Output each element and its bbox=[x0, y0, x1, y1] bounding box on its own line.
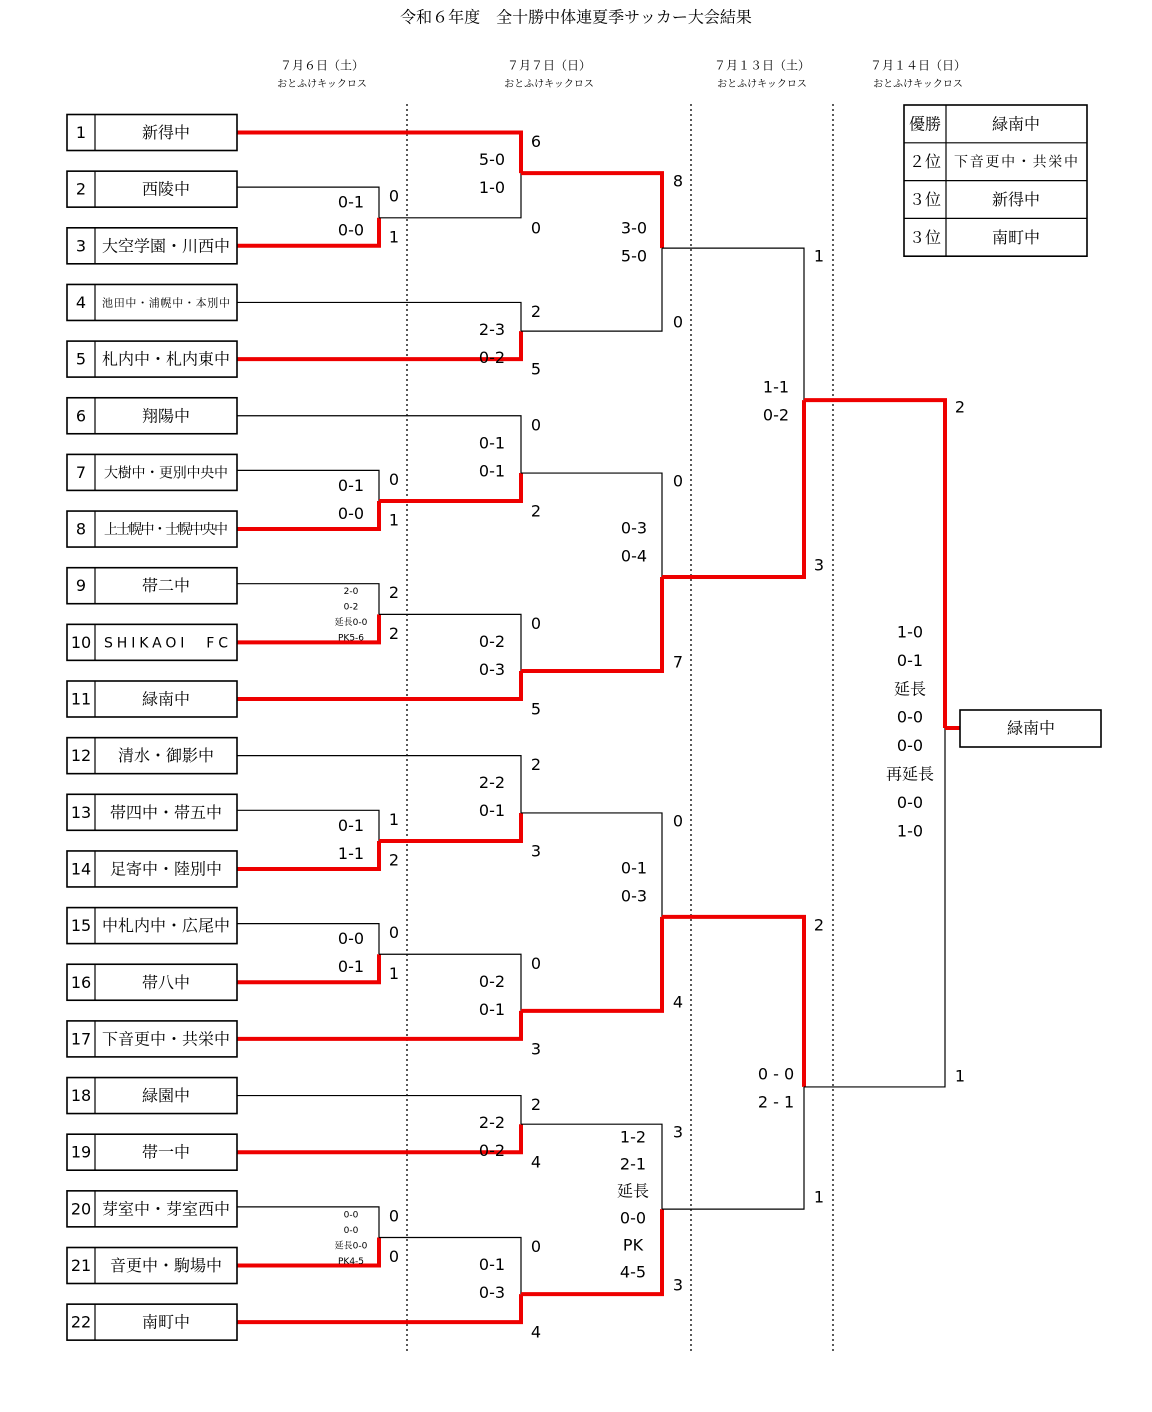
r2-score-bottom: 4 bbox=[530, 1322, 542, 1342]
sf-half-1: 0 - 0 bbox=[757, 1064, 795, 1084]
r2-half-2: 0-1 bbox=[478, 461, 506, 481]
final-detail: 1-0 bbox=[896, 821, 924, 841]
team-name: 札内中・札内東中 bbox=[101, 349, 231, 369]
team-name: SHIKAOI FC bbox=[104, 635, 228, 652]
result-place: 優勝 bbox=[908, 114, 942, 134]
r2-half-2: 0-2 bbox=[478, 1141, 506, 1161]
r1-score-top: 2 bbox=[388, 583, 400, 603]
qf-half-1: 3-0 bbox=[620, 218, 648, 238]
r2-score-bottom: 5 bbox=[530, 359, 542, 379]
result-team: 新得中 bbox=[991, 190, 1041, 209]
r2-score-bottom: 5 bbox=[530, 699, 542, 719]
r1-detail: 2-0 bbox=[343, 587, 359, 598]
round-venue: おとふけキックロス bbox=[277, 79, 367, 90]
result-team: 下音更中・共栄中 bbox=[954, 154, 1078, 171]
r1-detail: 0-0 bbox=[343, 1210, 359, 1221]
team-name: 緑南中 bbox=[141, 689, 191, 709]
qf-score-top: 3 bbox=[672, 1122, 684, 1142]
r1-detail: PK5-6 bbox=[337, 633, 365, 644]
page-title: 令和６年度 全十勝中体連夏季サッカー大会結果 bbox=[400, 7, 752, 27]
result-team: 緑南中 bbox=[991, 114, 1041, 134]
sf-score-top: 2 bbox=[813, 915, 825, 935]
team-number: 21 bbox=[70, 1256, 92, 1275]
qf-score-bottom: 3 bbox=[672, 1275, 684, 1295]
team-number: 2 bbox=[75, 179, 87, 199]
r1-half-1: 0-0 bbox=[337, 929, 365, 949]
r1-score-top: 0 bbox=[388, 469, 400, 489]
r1-score-top: 0 bbox=[388, 186, 400, 206]
team-name: 南町中 bbox=[141, 1312, 191, 1332]
r2-score-top: 0 bbox=[530, 415, 542, 435]
sf-half-2: 2 - 1 bbox=[757, 1092, 795, 1112]
r1-score-top: 1 bbox=[388, 809, 400, 829]
team-number: 8 bbox=[75, 519, 87, 539]
result-place: ３位 bbox=[908, 227, 942, 247]
final-score-bottom: 1 bbox=[954, 1066, 966, 1086]
r2-half-2: 0-3 bbox=[478, 1283, 506, 1302]
sf-score-bottom: 3 bbox=[813, 555, 825, 575]
team-name: 上士幌中・士幌中央中 bbox=[104, 522, 228, 539]
r1-half-2: 0-0 bbox=[337, 503, 365, 523]
qf-score-top: 0 bbox=[672, 471, 684, 491]
round-venue: おとふけキックロス bbox=[504, 79, 594, 90]
r2-half-2: 1-0 bbox=[478, 178, 506, 197]
team-number: 6 bbox=[75, 406, 87, 426]
team-name: 新得中 bbox=[141, 123, 191, 142]
team-number: 7 bbox=[75, 462, 87, 482]
team-number: 3 bbox=[75, 236, 87, 256]
team-name: 西陵中 bbox=[141, 179, 191, 199]
r2-half-1: 0-2 bbox=[478, 971, 506, 991]
team-number: 4 bbox=[75, 292, 87, 312]
r2-half-1: 2-3 bbox=[478, 319, 506, 339]
sf-score-top: 1 bbox=[813, 246, 825, 266]
qf-detail: 0-0 bbox=[619, 1208, 647, 1228]
r2-score-bottom: 2 bbox=[530, 501, 542, 521]
qf-bottom-path bbox=[521, 917, 662, 1011]
round-date: ７月６日（土） bbox=[279, 58, 365, 73]
sf-half-2: 0-2 bbox=[762, 405, 790, 425]
r1-detail: 0-0 bbox=[343, 1225, 359, 1236]
bracket-lines bbox=[237, 133, 960, 1323]
team-name: 帯四中・帯五中 bbox=[109, 802, 223, 822]
team-name: 音更中・駒場中 bbox=[109, 1256, 223, 1275]
r2-half-2: 0-3 bbox=[478, 659, 506, 679]
qf-score-bottom: 7 bbox=[672, 652, 684, 672]
qf-half-1: 0-1 bbox=[620, 858, 648, 878]
r2-half-1: 2-2 bbox=[478, 1113, 506, 1133]
r2-score-top: 2 bbox=[530, 1095, 542, 1115]
qf-bottom-path bbox=[521, 577, 662, 671]
team-name: 帯二中 bbox=[141, 576, 191, 596]
r1-score-bottom: 2 bbox=[388, 850, 400, 870]
result-place: ３位 bbox=[908, 190, 942, 209]
final-detail: 1-0 bbox=[896, 622, 924, 642]
team-number: 17 bbox=[70, 1029, 92, 1049]
team-number: 19 bbox=[70, 1142, 92, 1162]
team-number: 10 bbox=[70, 632, 92, 652]
r1-score-top: 0 bbox=[388, 1206, 400, 1226]
qf-detail: 1-2 bbox=[619, 1127, 647, 1147]
team-number: 5 bbox=[75, 349, 87, 369]
team-number: 16 bbox=[70, 972, 92, 992]
sf-bottom-path bbox=[662, 400, 804, 577]
qf-score-bottom: 4 bbox=[672, 992, 684, 1012]
r2-half-1: 0-1 bbox=[478, 433, 506, 453]
qf-score-top: 0 bbox=[672, 811, 684, 831]
r2-score-top: 0 bbox=[530, 953, 542, 973]
r1-half-2: 0-0 bbox=[337, 220, 365, 240]
r1-score-bottom: 1 bbox=[388, 510, 400, 530]
r1-half-1: 0-1 bbox=[337, 475, 365, 495]
r2-score-bottom: 3 bbox=[530, 841, 542, 861]
r2-score-top: 0 bbox=[530, 613, 542, 633]
team-number: 20 bbox=[70, 1199, 92, 1219]
sf-top-path bbox=[662, 917, 804, 1087]
team-number: 18 bbox=[70, 1086, 92, 1106]
team-name: 清水・御影中 bbox=[117, 746, 215, 766]
team-name: 芽室中・芽室西中 bbox=[101, 1199, 231, 1219]
qf-half-2: 5-0 bbox=[620, 246, 648, 266]
r2-half-1: 2-2 bbox=[478, 773, 506, 793]
qf-half-2: 0-4 bbox=[620, 546, 648, 566]
qf-detail: PK bbox=[622, 1235, 644, 1255]
team-number: 22 bbox=[70, 1312, 92, 1332]
r2-half-2: 0-2 bbox=[478, 347, 506, 367]
team-number: 15 bbox=[70, 916, 92, 936]
r2-score-bottom: 0 bbox=[530, 218, 542, 238]
final-detail: 0-1 bbox=[896, 650, 924, 670]
team-number: 12 bbox=[70, 746, 92, 766]
team-name: 下音更中・共栄中 bbox=[101, 1029, 231, 1049]
team-name: 池田中・浦幌中・本別中 bbox=[102, 296, 230, 310]
r1-score-bottom: 2 bbox=[388, 623, 400, 643]
round-date: ７月１４日（日） bbox=[869, 58, 967, 73]
r1-detail: 延長0-0 bbox=[334, 1241, 368, 1252]
team-number: 9 bbox=[75, 576, 87, 596]
r1-score-top: 0 bbox=[388, 923, 400, 943]
r2-score-bottom: 3 bbox=[530, 1039, 542, 1059]
round-venue: おとふけキックロス bbox=[717, 79, 807, 90]
team-name: 中札内中・広尾中 bbox=[101, 916, 231, 936]
round-venue: おとふけキックロス bbox=[873, 79, 963, 90]
qf-detail: 延長 bbox=[616, 1181, 650, 1201]
result-place: ２位 bbox=[908, 152, 942, 172]
team-name: 足寄中・陸別中 bbox=[109, 859, 223, 879]
r1-half-2: 1-1 bbox=[337, 843, 365, 863]
team-name: 大空学園・川西中 bbox=[101, 236, 231, 256]
team-name: 翔陽中 bbox=[141, 406, 191, 426]
r2-half-1: 0-1 bbox=[478, 1255, 506, 1274]
r2-score-bottom: 4 bbox=[530, 1152, 542, 1172]
r1-half-1: 0-1 bbox=[337, 815, 365, 835]
champion-name: 緑南中 bbox=[1006, 718, 1056, 738]
team-number: 11 bbox=[70, 689, 92, 709]
r2-score-top: 2 bbox=[530, 755, 542, 775]
team-name: 緑園中 bbox=[141, 1086, 191, 1106]
r2-half-2: 0-1 bbox=[478, 801, 506, 821]
final-detail: 0-0 bbox=[896, 792, 924, 812]
qf-detail: 2-1 bbox=[619, 1154, 647, 1174]
team-name: 帯八中 bbox=[141, 972, 191, 992]
r1-half-2: 0-1 bbox=[337, 957, 365, 977]
r2-half-1: 5-0 bbox=[478, 150, 506, 169]
r2-half-1: 0-2 bbox=[478, 631, 506, 651]
sf-half-1: 1-1 bbox=[762, 377, 790, 397]
qf-score-top: 8 bbox=[672, 171, 684, 191]
qf-half-1: 0-3 bbox=[620, 518, 648, 538]
r1-half-1: 0-1 bbox=[337, 192, 365, 212]
r1-detail: 延長0-0 bbox=[334, 618, 368, 629]
round-date: ７月１３日（土） bbox=[713, 58, 811, 73]
team-name: 大樹中・更別中央中 bbox=[104, 465, 228, 482]
r2-score-top: 0 bbox=[530, 1237, 542, 1256]
r1-detail: PK4-5 bbox=[337, 1256, 365, 1267]
r2-half-2: 0-1 bbox=[478, 999, 506, 1019]
qf-half-2: 0-3 bbox=[620, 886, 648, 906]
r1-score-bottom: 1 bbox=[388, 227, 400, 247]
r1-detail: 0-2 bbox=[343, 602, 359, 613]
r1-score-bottom: 0 bbox=[388, 1247, 400, 1266]
r2-score-top: 6 bbox=[530, 132, 542, 151]
team-name: 帯一中 bbox=[141, 1142, 191, 1162]
final-detail: 延長 bbox=[893, 679, 927, 699]
team-number: 14 bbox=[70, 859, 92, 879]
round-date: ７月７日（日） bbox=[506, 58, 592, 73]
final-detail: 0-0 bbox=[896, 736, 924, 756]
r2-score-top: 2 bbox=[530, 301, 542, 321]
team-number: 1 bbox=[75, 123, 87, 142]
team-number: 13 bbox=[70, 802, 92, 822]
sf-score-bottom: 1 bbox=[813, 1187, 825, 1207]
final-score-top: 2 bbox=[954, 397, 966, 417]
final-detail: 再延長 bbox=[885, 764, 935, 784]
final-detail: 0-0 bbox=[896, 707, 924, 727]
qf-score-bottom: 0 bbox=[672, 312, 684, 332]
r1-score-bottom: 1 bbox=[388, 963, 400, 983]
result-team: 南町中 bbox=[991, 227, 1041, 247]
qf-detail: 4-5 bbox=[619, 1262, 647, 1282]
